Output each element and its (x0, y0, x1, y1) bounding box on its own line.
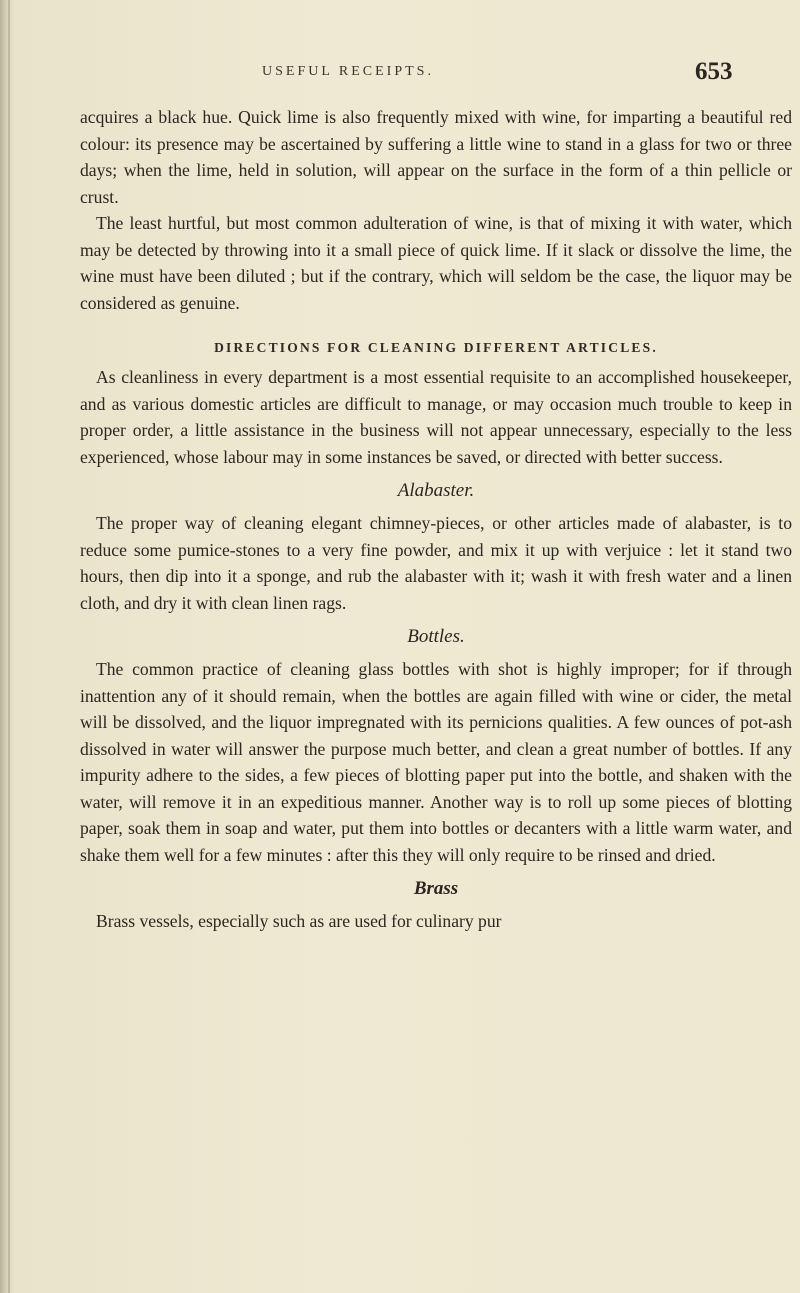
entry-text-bottles: The common practice of cleaning glass bottles with shot is highly improper; for if through inattention any of it should remain, when the bottles are again filled with wine or cider, the metal will be dissolved, and the liquor impregnated with its pernicions qualities. A few ounces of pot-ash dissolved in water will answer the purpose much better, and clean a great number of bottles. If any impurity adhere to the sides, a few pieces of blotting paper put into the bottle, and shaken with the water, will remove it in an expeditious manner. Another way is to roll up some pieces of blotting paper, soak them in soap and water, put them into bottles or decanters with a little warm water, and shake them well for a few minutes : after this they will only require to be rinsed and dried. (80, 659, 792, 865)
paragraph-wine-water: The least hurtful, but most common adulteration of wine, is that of mixing it with water, which may be detected by throwing into it a small piece of quick lime. If it slack or dissolve the lime, the wine must have been diluted ; but if the contrary, which will seldom be the case, the liquor may be considered as genuine. (80, 213, 792, 313)
page-number: 653 (695, 58, 733, 85)
entry-title-bottles: Bottles. (407, 626, 465, 647)
section-intro: As cleanliness in every department is a most essential requisite to an accomplished housekeeper, and as various domestic articles are difficult to manage, or may occasion much trouble to keep in proper order, a little assistance in the business will not appear unnecessary, especially to the less experienced, whose labour may in some instances be saved, or directed with better success. (80, 367, 792, 467)
entry-text-alabaster: The proper way of cleaning elegant chimney-pieces, or other articles made of alabaster, is to reduce some pumice-stones to a very fine powder, and mix it up with verjuice : let it stand two hours, then dip into it a sponge, and rub the alabaster with it; wash it with fresh water and a linen cloth, and dry it with clean linen rags. (80, 513, 792, 613)
entry-title-alabaster: Alabaster. (397, 480, 475, 501)
paragraph-wine-lime: acquires a black hue. Quick lime is also frequently mixed with wine, for imparting a beautiful red colour: its presence may be ascertained by suffering a little wine to stand in a glass for two or three days; when the lime, held in solution, will appear on the surface in the form of a thin pellicle or crust. (80, 107, 792, 207)
page-gutter (8, 0, 10, 1293)
body-text (80, 104, 792, 935)
section-heading: DIRECTIONS FOR CLEANING DIFFERENT ARTICLES. (214, 340, 658, 355)
running-head (0, 58, 800, 88)
running-head-title: USEFUL RECEIPTS. (262, 64, 434, 79)
entry-text-brass: Brass vessels, especially such as are used for culinary pur (96, 911, 502, 931)
entry-title-brass: Brass (413, 878, 459, 899)
